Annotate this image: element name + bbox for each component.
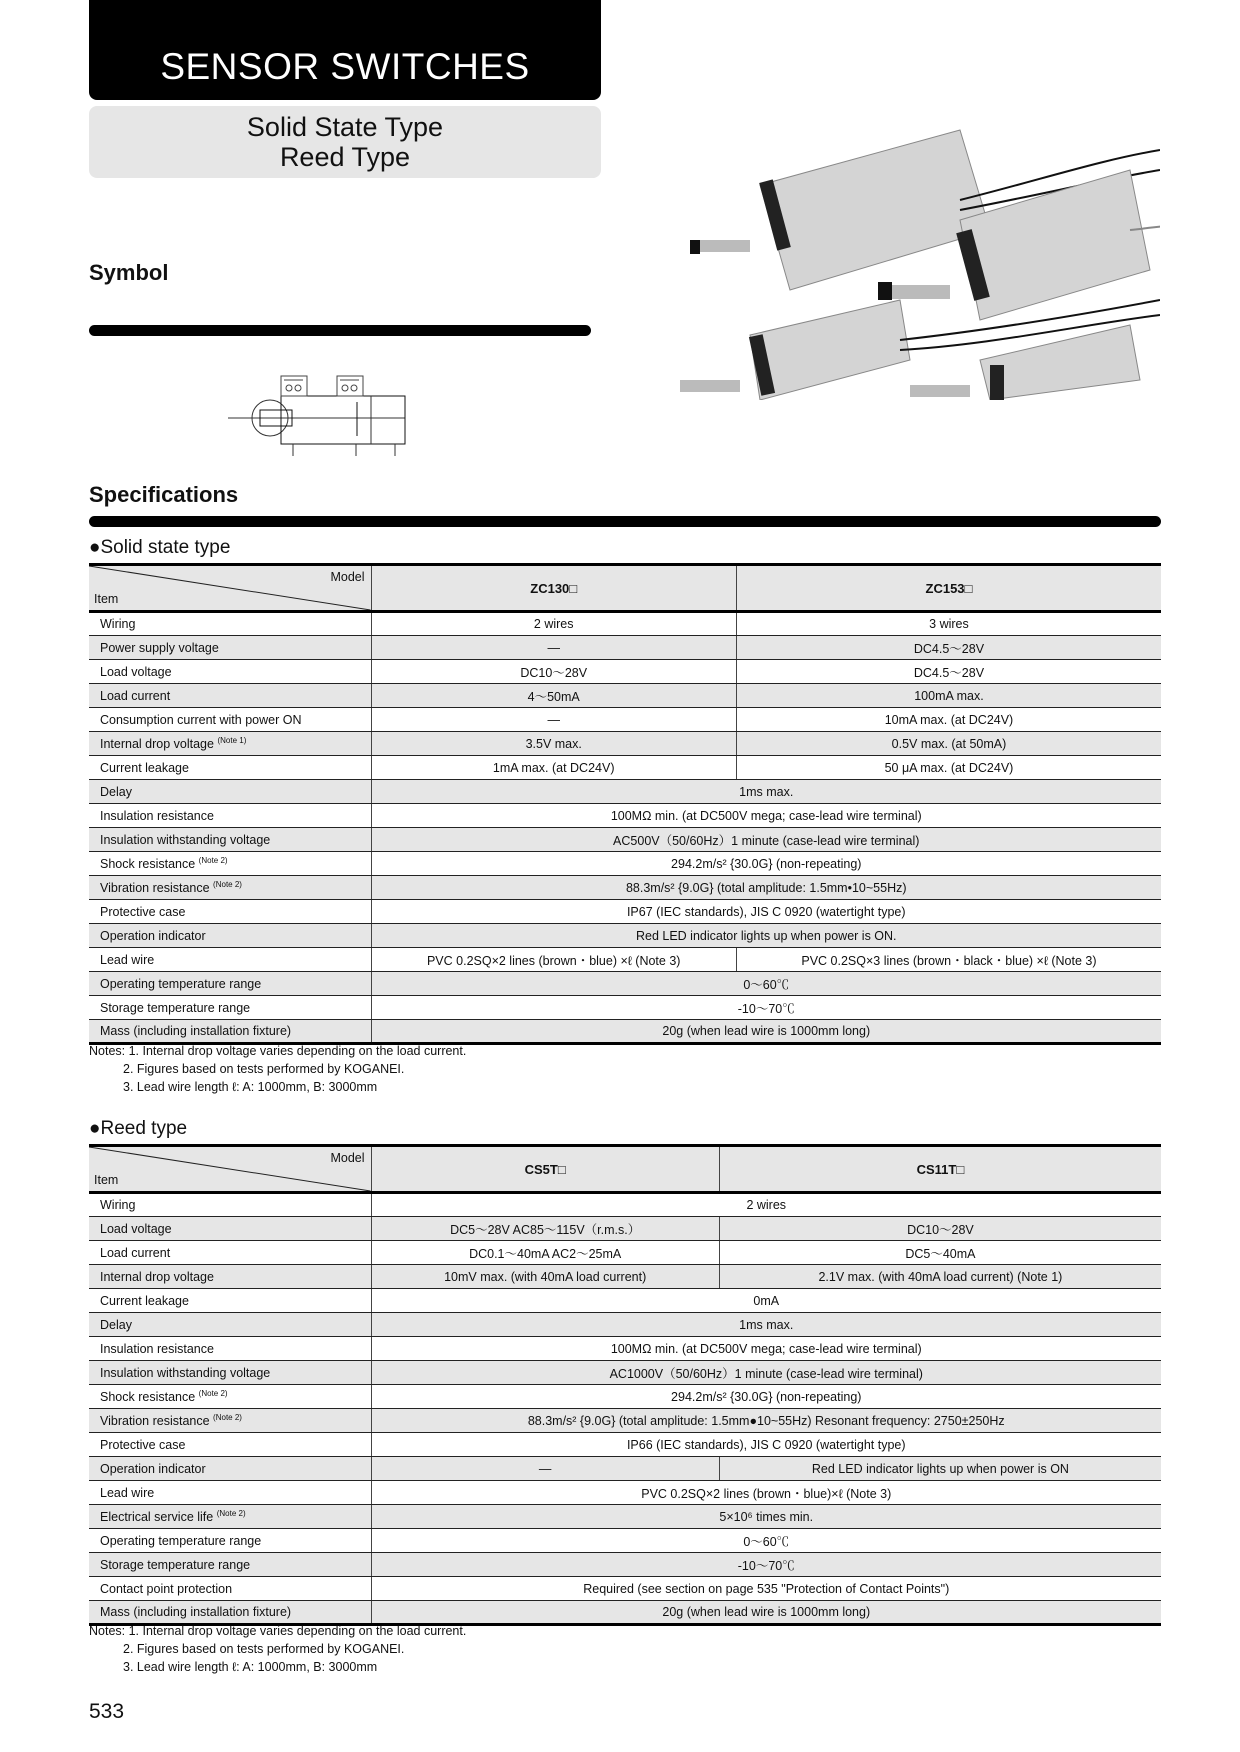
table-row — [89, 660, 1161, 684]
table-row — [89, 1577, 1161, 1601]
table-row — [89, 1505, 1161, 1529]
value-cell: 3.5V max. — [371, 732, 736, 756]
sensor-switch-symbol-icon — [225, 370, 425, 470]
item-label: Delay — [100, 784, 132, 799]
item-cell — [89, 1601, 371, 1625]
note-line: 3. Lead wire length ℓ: A: 1000mm, B: 3000mm — [123, 1080, 378, 1094]
value-cell-merged: 1ms max. — [371, 780, 1161, 804]
model-column-header: CS5T□ — [371, 1146, 719, 1193]
table-row — [89, 780, 1161, 804]
item-cell — [89, 1193, 371, 1217]
item-label: Current leakage — [100, 760, 189, 775]
item-label: Lead wire — [100, 1485, 155, 1500]
table-row — [89, 1481, 1161, 1505]
value-cell: 2 wires — [371, 612, 736, 636]
item-cell — [89, 1289, 371, 1313]
item-label: Load voltage — [100, 1221, 172, 1236]
note-reference: (Note 2) — [198, 855, 228, 865]
item-cell — [89, 1529, 371, 1553]
header-model-label: Model — [330, 570, 365, 584]
item-label: Wiring — [100, 1198, 136, 1212]
item-cell — [89, 636, 371, 660]
value-cell-merged: PVC 0.2SQ×2 lines (brown・blue)×ℓ (Note 3) — [371, 1481, 1161, 1505]
value-cell-merged: 88.3m/s² {9.0G} (total amplitude: 1.5mm●10~55Hz) Resonant frequency: 2750±250Hz — [371, 1409, 1161, 1433]
item-label: Internal drop voltage — [100, 1269, 214, 1284]
item-label: Mass (including installation fixture) — [100, 1024, 292, 1038]
value-cell: PVC 0.2SQ×3 lines (brown・black・blue) ×ℓ (Note 3) — [736, 948, 1161, 972]
value-cell-merged: 2 wires — [371, 1193, 1161, 1217]
model-column-header: CS11T□ — [719, 1146, 1161, 1193]
value-cell-merged: 88.3m/s² {9.0G} (total amplitude: 1.5mm•10~55Hz) — [371, 876, 1161, 900]
item-cell — [89, 948, 371, 972]
item-cell — [89, 924, 371, 948]
value-cell: 10mA max. (at DC24V) — [736, 708, 1161, 732]
table-row — [89, 972, 1161, 996]
item-label: Contact point protection — [100, 1581, 233, 1596]
item-cell — [89, 1409, 371, 1433]
value-cell-merged: 294.2m/s² {30.0G} (non-repeating) — [371, 852, 1161, 876]
table-row — [89, 1020, 1161, 1044]
table-header-row — [89, 565, 1161, 612]
header-model-label: Model — [330, 1151, 365, 1165]
note-reference: (Note 2) — [198, 1388, 228, 1398]
table-row — [89, 996, 1161, 1020]
table-row — [89, 1265, 1161, 1289]
value-cell: 50 μA max. (at DC24V) — [736, 756, 1161, 780]
value-cell-merged: 5×10⁶ times min. — [371, 1505, 1161, 1529]
header-model-item-cell — [89, 565, 371, 612]
item-label: Operation indicator — [100, 1461, 206, 1476]
table-row — [89, 1193, 1161, 1217]
item-cell — [89, 1457, 371, 1481]
note-line: Notes: 1. Internal drop voltage varies depending on the load current. — [89, 1624, 467, 1638]
value-cell: 1mA max. (at DC24V) — [371, 756, 736, 780]
subtitle-banner — [89, 106, 601, 178]
value-cell: DC4.5～28V — [736, 636, 1161, 660]
item-label: Power supply voltage — [100, 640, 219, 655]
value-cell: 10mV max. (with 40mA load current) — [371, 1265, 719, 1289]
item-cell — [89, 780, 371, 804]
item-cell — [89, 972, 371, 996]
table-row — [89, 1601, 1161, 1625]
item-cell — [89, 852, 371, 876]
symbol-divider — [89, 325, 591, 336]
value-cell: DC5～28V AC85～115V（r.m.s.） — [371, 1217, 719, 1241]
table-row — [89, 1409, 1161, 1433]
item-cell — [89, 1553, 371, 1577]
item-label: Shock resistance — [100, 1390, 196, 1405]
value-cell: DC5～40mA — [719, 1241, 1161, 1265]
item-label: Delay — [100, 1317, 132, 1332]
solid-state-notes — [89, 1042, 466, 1096]
page-title: SENSOR SWITCHES — [160, 46, 530, 87]
value-cell-merged: IP67 (IEC standards), JIS C 0920 (watertight type) — [371, 900, 1161, 924]
item-label: Electrical service life — [100, 1510, 214, 1525]
item-cell — [89, 1217, 371, 1241]
table-row — [89, 852, 1161, 876]
item-cell — [89, 612, 371, 636]
specifications-divider — [89, 516, 1161, 527]
note-line: 2. Figures based on tests performed by KOGANEI. — [123, 1062, 405, 1076]
note-reference: (Note 2) — [213, 1412, 242, 1422]
solid-state-spec-table — [89, 563, 1161, 1045]
item-label: Storage temperature range — [100, 1557, 251, 1572]
subtitle-line-1: Solid State Type — [246, 112, 444, 142]
note-line: 2. Figures based on tests performed by KOGANEI. — [123, 1642, 405, 1656]
title-banner — [89, 0, 601, 100]
value-cell: DC10～28V — [719, 1217, 1161, 1241]
item-cell — [89, 1020, 371, 1044]
item-label: Load voltage — [100, 664, 172, 679]
table-row — [89, 1529, 1161, 1553]
item-label: Current leakage — [100, 1293, 189, 1308]
note-reference: (Note 2) — [216, 1508, 246, 1518]
item-cell — [89, 876, 371, 900]
item-cell — [89, 660, 371, 684]
value-cell-merged: 20g (when lead wire is 1000mm long) — [371, 1020, 1161, 1044]
value-cell-merged: AC500V（50/60Hz）1 minute (case-lead wire terminal) — [371, 828, 1161, 852]
value-cell: 4～50mA — [371, 684, 736, 708]
item-cell — [89, 996, 371, 1020]
item-cell — [89, 1361, 371, 1385]
note-reference: (Note 2) — [213, 879, 242, 889]
item-cell — [89, 1265, 371, 1289]
header-item-label: Item — [94, 1173, 119, 1187]
table-row — [89, 900, 1161, 924]
item-cell — [89, 804, 371, 828]
table-row — [89, 1361, 1161, 1385]
item-cell — [89, 1433, 371, 1457]
page-number: 533 — [89, 1700, 125, 1723]
table-row — [89, 1433, 1161, 1457]
item-label: Internal drop voltage — [100, 737, 214, 752]
note-line: 3. Lead wire length ℓ: A: 1000mm, B: 3000mm — [123, 1660, 378, 1674]
value-cell: 2.1V max. (with 40mA load current) (Note 1) — [719, 1265, 1161, 1289]
table-row — [89, 684, 1161, 708]
model-column-header: ZC130□ — [371, 565, 736, 612]
value-cell-merged: -10～70℃ — [371, 1553, 1161, 1577]
item-label: Vibration resistance — [100, 881, 210, 896]
value-cell: 3 wires — [736, 612, 1161, 636]
value-cell-merged: IP66 (IEC standards), JIS C 0920 (watertight type) — [371, 1433, 1161, 1457]
symbol-heading: Symbol — [89, 260, 169, 285]
item-label: Insulation withstanding voltage — [100, 1365, 271, 1380]
table-row — [89, 732, 1161, 756]
value-cell-merged: 294.2m/s² {30.0G} (non-repeating) — [371, 1385, 1161, 1409]
header-item-label: Item — [94, 592, 119, 606]
item-label: Insulation resistance — [100, 1341, 214, 1356]
item-label: Load current — [100, 688, 171, 703]
value-cell-merged: 100MΩ min. (at DC500V mega; case-lead wire terminal) — [371, 1337, 1161, 1361]
item-cell — [89, 828, 371, 852]
item-label: Vibration resistance — [100, 1414, 210, 1429]
subtitle-line-2: Reed Type — [279, 142, 411, 172]
table-row — [89, 1289, 1161, 1313]
table-row — [89, 612, 1161, 636]
item-label: Wiring — [100, 617, 136, 631]
note-line: Notes: 1. Internal drop voltage varies depending on the load current. — [89, 1044, 467, 1058]
table-row — [89, 1337, 1161, 1361]
item-cell — [89, 900, 371, 924]
table-row — [89, 1241, 1161, 1265]
reed-spec-table — [89, 1144, 1161, 1626]
value-cell-merged: Red LED indicator lights up when power is ON. — [371, 924, 1161, 948]
value-cell-merged: Required (see section on page 535 "Protection of Contact Points") — [371, 1577, 1161, 1601]
value-cell-merged: 20g (when lead wire is 1000mm long) — [371, 1601, 1161, 1625]
value-cell-merged: 100MΩ min. (at DC500V mega; case-lead wire terminal) — [371, 804, 1161, 828]
value-cell: 0.5V max. (at 50mA) — [736, 732, 1161, 756]
item-cell — [89, 1313, 371, 1337]
table-row — [89, 1553, 1161, 1577]
item-cell — [89, 708, 371, 732]
note-reference: (Note 1) — [217, 735, 247, 745]
header-model-item-cell — [89, 1146, 371, 1193]
table-row — [89, 1385, 1161, 1409]
table-row — [89, 756, 1161, 780]
item-label: Operation indicator — [100, 928, 206, 943]
reed-heading: ●Reed type — [89, 1118, 188, 1139]
item-label: Storage temperature range — [100, 1000, 251, 1015]
item-cell — [89, 1481, 371, 1505]
item-cell — [89, 1385, 371, 1409]
value-cell: — — [371, 708, 736, 732]
item-label: Protective case — [100, 1437, 186, 1452]
value-cell-merged: 0～60℃ — [371, 1529, 1161, 1553]
item-cell — [89, 1337, 371, 1361]
value-cell: DC10～28V — [371, 660, 736, 684]
table-row — [89, 828, 1161, 852]
table-row — [89, 924, 1161, 948]
item-cell — [89, 732, 371, 756]
table-row — [89, 1313, 1161, 1337]
item-label: Shock resistance — [100, 857, 196, 872]
value-cell: PVC 0.2SQ×2 lines (brown・blue) ×ℓ (Note 3) — [371, 948, 736, 972]
item-cell — [89, 756, 371, 780]
specifications-heading: Specifications — [89, 482, 239, 507]
item-label: Lead wire — [100, 952, 155, 967]
table-row — [89, 1217, 1161, 1241]
table-row — [89, 948, 1161, 972]
value-cell-merged: AC1000V（50/60Hz）1 minute (case-lead wire terminal) — [371, 1361, 1161, 1385]
table-row — [89, 804, 1161, 828]
item-label: Load current — [100, 1245, 171, 1260]
value-cell: — — [371, 1457, 719, 1481]
value-cell-merged: -10～70℃ — [371, 996, 1161, 1020]
value-cell-merged: 1ms max. — [371, 1313, 1161, 1337]
table-header-row — [89, 1146, 1161, 1193]
item-cell — [89, 1577, 371, 1601]
item-label: Insulation resistance — [100, 808, 214, 823]
item-label: Consumption current with power ON — [100, 712, 302, 727]
item-label: Insulation withstanding voltage — [100, 832, 271, 847]
item-cell — [89, 684, 371, 708]
reed-notes — [89, 1622, 466, 1676]
value-cell-merged: 0～60℃ — [371, 972, 1161, 996]
solid-state-heading: ●Solid state type — [89, 537, 231, 558]
item-cell — [89, 1505, 371, 1529]
value-cell: — — [371, 636, 736, 660]
item-label: Mass (including installation fixture) — [100, 1605, 292, 1619]
table-row — [89, 636, 1161, 660]
model-column-header: ZC153□ — [736, 565, 1161, 612]
item-label: Operating temperature range — [100, 976, 262, 991]
value-cell: Red LED indicator lights up when power is ON — [719, 1457, 1161, 1481]
value-cell: DC0.1～40mA AC2～25mA — [371, 1241, 719, 1265]
table-row — [89, 708, 1161, 732]
value-cell: DC4.5～28V — [736, 660, 1161, 684]
value-cell: 100mA max. — [736, 684, 1161, 708]
table-row — [89, 1457, 1161, 1481]
item-label: Protective case — [100, 904, 186, 919]
item-label: Operating temperature range — [100, 1533, 262, 1548]
product-photo — [660, 100, 1160, 400]
item-cell — [89, 1241, 371, 1265]
table-row — [89, 876, 1161, 900]
value-cell-merged: 0mA — [371, 1289, 1161, 1313]
